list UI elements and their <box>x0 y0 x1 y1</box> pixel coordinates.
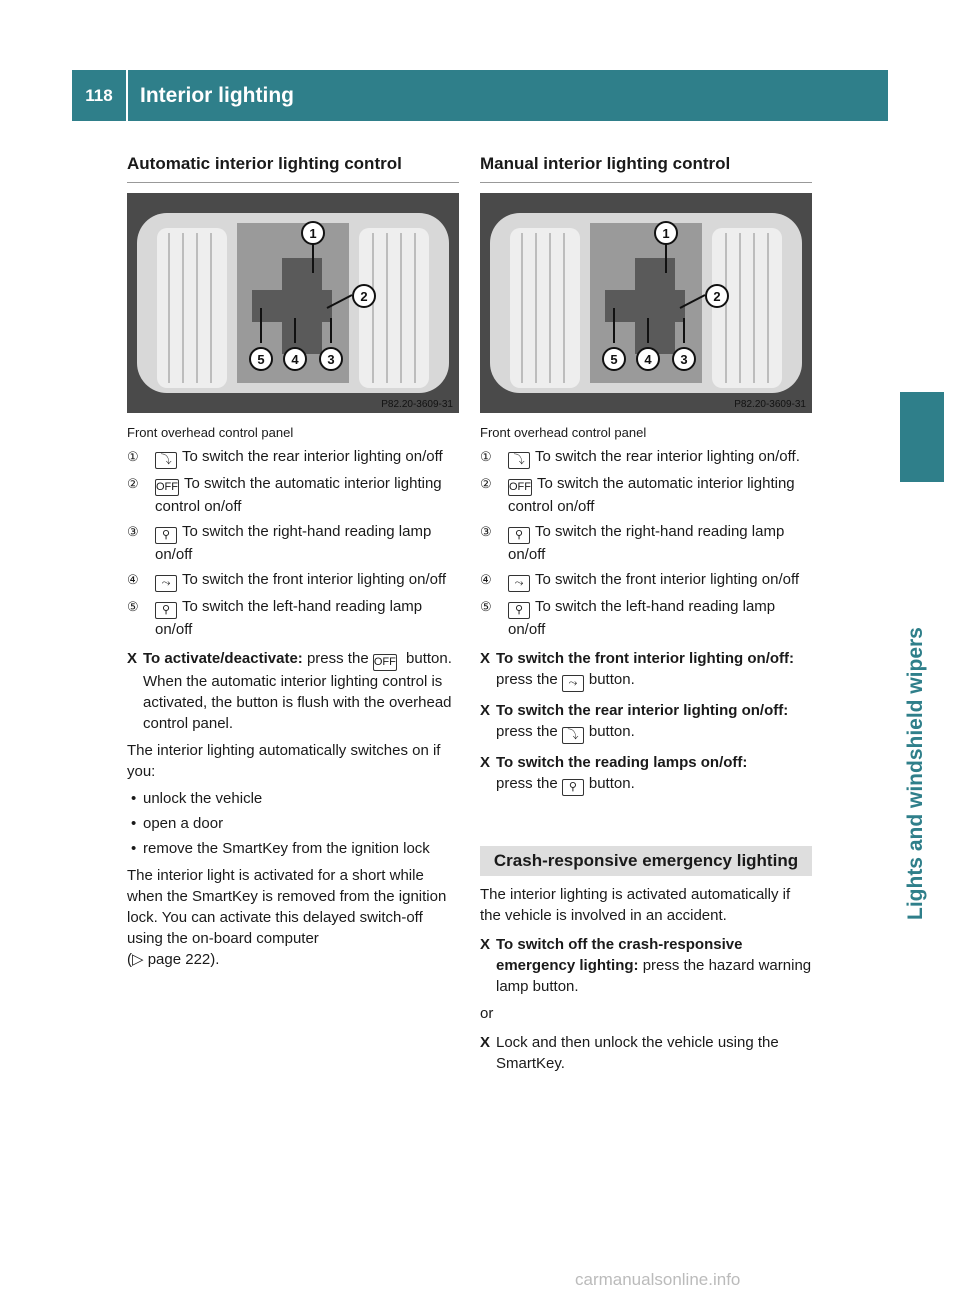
front-light-icon: ⤳ <box>155 575 177 592</box>
front-light-icon: ⤳ <box>562 675 584 692</box>
legend-item <box>480 446 812 469</box>
bullet-item: • remove the SmartKey from the ignition lock <box>131 840 430 857</box>
legend-text: To switch the automatic interior lighting control on/off <box>508 475 795 515</box>
legend-item <box>480 473 812 517</box>
action-tail: button. <box>588 723 635 740</box>
legend-number: ② <box>127 476 139 491</box>
action-label: To switch the front interior lighting on/off: <box>496 650 795 667</box>
side-tab <box>900 70 944 1230</box>
figure-code: P82.20-3609-31 <box>381 399 453 410</box>
legend-number: ④ <box>127 572 139 587</box>
action-note: When the automatic interior lighting control is activated, the button is flush with the overhead control panel. <box>143 673 452 732</box>
figure-caption: Front overhead control panel <box>127 425 294 440</box>
callout-1: 1 <box>309 226 317 241</box>
rear-light-icon: ⤵ <box>508 452 530 469</box>
legend-text: To switch the right-hand reading lamp on/off <box>155 523 432 563</box>
legend-text: To switch the front interior lighting on/off <box>182 571 447 588</box>
action-label: To switch off the crash-responsive emergency lighting: <box>496 936 743 974</box>
auto-light-icon: OFF <box>508 479 532 496</box>
reading-lamp-icon: ⚲ <box>508 527 530 544</box>
action-text: press the <box>496 671 558 688</box>
paragraph-text: The interior light is activated for a short while when the SmartKey is removed from the ignition lock. You can activate this delayed switch-off using the on-board computer <box>127 867 447 947</box>
legend-item <box>480 521 812 565</box>
bullet-text: remove the SmartKey from the ignition lock <box>143 840 430 857</box>
control-panel-figure <box>127 193 459 413</box>
section-heading: Manual interior lighting control <box>480 150 812 183</box>
callout-3: 3 <box>327 352 335 367</box>
step-marker-icon: X <box>480 702 491 719</box>
control-panel-figure <box>480 193 812 413</box>
side-tab-label: Lights and windshield wipers <box>904 627 927 920</box>
legend-number: ⑤ <box>480 599 492 614</box>
side-tab-marker <box>900 392 944 482</box>
step-marker-icon: X <box>127 650 138 667</box>
legend-text: To switch the right-hand reading lamp on/off <box>508 523 785 563</box>
legend-number: ④ <box>480 572 492 587</box>
paragraph: The interior lighting is activated automatically if the vehicle is involved in an accident. <box>480 886 791 924</box>
legend-list <box>480 446 812 640</box>
action-text: press the hazard warning lamp button. <box>496 957 812 995</box>
action-text: press the <box>302 650 369 667</box>
reading-lamp-icon: ⚲ <box>155 602 177 619</box>
callout-2: 2 <box>713 289 721 304</box>
page-title: Interior lighting <box>128 70 888 121</box>
bullet-text: open a door <box>143 815 224 832</box>
front-light-icon: ⤳ <box>508 575 530 592</box>
legend-item <box>480 569 812 592</box>
bullet-text: unlock the vehicle <box>143 790 263 807</box>
action-step <box>480 648 812 692</box>
auto-light-icon: OFF <box>373 654 397 671</box>
page-reference-link[interactable]: (▷ page 222). <box>127 951 220 968</box>
figure-code: P82.20-3609-31 <box>734 399 806 410</box>
action-text: press the <box>496 723 558 740</box>
reading-lamp-icon: ⚲ <box>508 602 530 619</box>
step-marker-icon: X <box>480 754 491 771</box>
step-marker-icon: X <box>480 936 491 953</box>
action-tail: button. <box>588 775 635 792</box>
action-text: press the <box>496 775 558 792</box>
legend-number: ① <box>127 449 139 464</box>
section-heading: Automatic interior lighting control <box>127 150 459 183</box>
action-text: Lock and then unlock the vehicle using the SmartKey. <box>496 1034 779 1072</box>
legend-text: To switch the rear interior lighting on/off <box>182 448 443 465</box>
legend-number: ⑤ <box>127 599 139 614</box>
figure-caption: Front overhead control panel <box>480 425 647 440</box>
legend-text: To switch the left-hand reading lamp on/off <box>508 598 776 638</box>
legend-item <box>127 473 459 517</box>
legend-number: ③ <box>480 524 492 539</box>
footer-watermark: carmanualsonline.info <box>575 1270 741 1289</box>
legend-text: To switch the front interior lighting on/off <box>535 571 800 588</box>
callout-3: 3 <box>680 352 688 367</box>
legend-text: To switch the rear interior lighting on/off. <box>535 448 800 465</box>
subsection-heading: Crash-responsive emergency lighting <box>480 846 812 876</box>
legend-item <box>127 521 459 565</box>
action-tail: button. <box>588 671 635 688</box>
action-label: To switch the rear interior lighting on/off: <box>496 702 789 719</box>
right-column <box>480 150 812 1080</box>
action-step <box>480 934 812 997</box>
legend-number: ② <box>480 476 492 491</box>
callout-4: 4 <box>644 352 652 367</box>
legend-item <box>480 596 812 640</box>
legend-number: ① <box>480 449 492 464</box>
action-step <box>127 648 459 734</box>
legend-text: To switch the left-hand reading lamp on/off <box>155 598 423 638</box>
callout-5: 5 <box>610 352 618 367</box>
legend-list <box>127 446 459 640</box>
bullet-item: • unlock the vehicle <box>131 790 263 807</box>
reading-lamp-icon: ⚲ <box>562 779 584 796</box>
action-step <box>480 752 812 796</box>
auto-light-icon: OFF <box>155 479 179 496</box>
legend-item <box>127 596 459 640</box>
legend-number: ③ <box>127 524 139 539</box>
callout-5: 5 <box>257 352 265 367</box>
step-marker-icon: X <box>480 1034 491 1051</box>
paragraph <box>127 865 459 970</box>
action-step <box>480 700 812 744</box>
rear-light-icon: ⤵ <box>562 727 584 744</box>
action-step <box>480 1032 812 1074</box>
action-label: To switch the reading lamps on/off: <box>496 754 748 771</box>
step-marker-icon: X <box>480 650 491 667</box>
page-number: 118 <box>72 70 126 121</box>
left-column <box>127 150 459 976</box>
callout-1: 1 <box>662 226 670 241</box>
or-text: or <box>480 1005 494 1022</box>
action-tail: button. <box>406 650 452 667</box>
paragraph: The interior lighting automatically switches on if you: <box>127 742 441 780</box>
legend-item <box>127 446 459 469</box>
callout-4: 4 <box>291 352 299 367</box>
legend-item <box>127 569 459 592</box>
action-label: To activate/deactivate: <box>143 650 303 667</box>
rear-light-icon: ⤵ <box>155 452 177 469</box>
reading-lamp-icon: ⚲ <box>155 527 177 544</box>
callout-2: 2 <box>360 289 368 304</box>
legend-text: To switch the automatic interior lighting control on/off <box>155 475 442 515</box>
bullet-item: • open a door <box>131 815 224 832</box>
